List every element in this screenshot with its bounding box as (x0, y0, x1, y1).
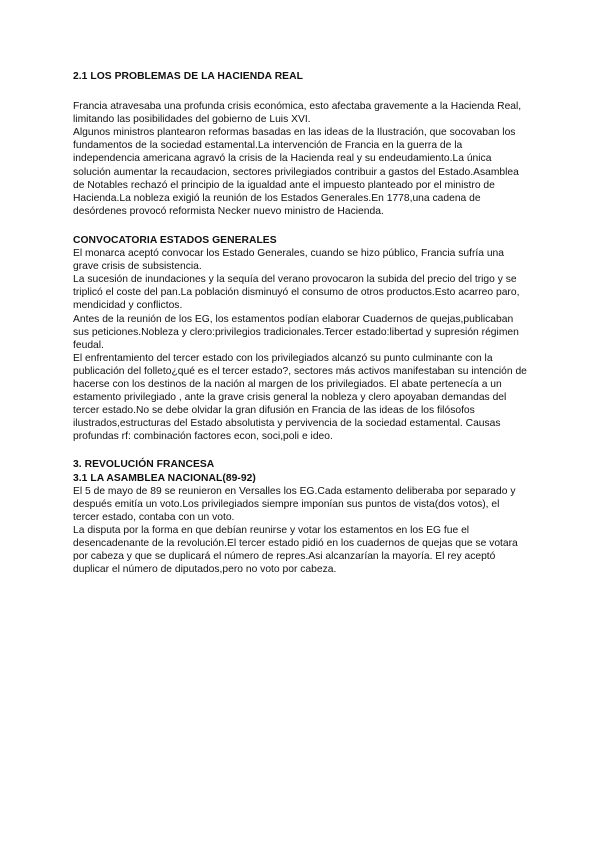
section-heading: 2.1 LOS PROBLEMAS DE LA HACIENDA REAL (73, 71, 303, 82)
paragraph: El enfrentamiento del tercer estado con los privilegiados alcanzó su punto culminante con la publicación del folleto¿qué es el tercer estado?, sectores más activos manifestaban su intención de hacerse con los destinos de la nación al margen de los privilegiados. El abate pertenecía a un estamento privilegiado , ante la grave crisis general la nobleza y clero apoyaban demandas del tercer estado.No se debe olvidar la gran difusión en Francia de las ideas de los filósofos ilustrados,estructuras del Estado absolutista y pervivencia de la sociedad estamental. Causas profundas rf: combinación factores econ, soci,poli e ideo. (73, 352, 527, 443)
paragraph: El 5 de mayo de 89 se reunieron en Versalles los EG.Cada estamento deliberaba por separado y después emitía un voto.Los privilegiados siempre imponían sus puntos de vista(dos votos), el tercer estado, contaba con un voto. (73, 485, 516, 523)
paragraph: Antes de la reunión de los EG, los estamentos podían elaborar Cuadernos de quejas,publicaban sus peticiones.Nobleza y clero:privilegios tradicionales.Tercer estado:libertad y supresión régimen feudal. (73, 313, 519, 351)
paragraph: Algunos ministros plantearon reformas basadas en las ideas de la Ilustración, que socovaban los fundamentos de la sociedad estamental.La intervención de Francia en la guerra de la independencia americana agravó la crisis de la Hacienda real y su endeudamiento.La única solución aumentar la recaudacion, sectores privilegiados contribuir a gastos del Estado.Asamblea de Notables rechazó el principio de la igualdad ante el impuesto planteado por el ministro de Hacienda.La nobleza exigió la reunión de los Estados Generales.En 1778,una cadena de desórdenes provocó reformista Necker nuevo ministro de Hacienda. (73, 127, 519, 217)
document-page (73, 70, 528, 576)
section-subheading: 3.1 LA ASAMBLEA NACIONAL(89-92) (73, 472, 256, 484)
section-hacienda-real (73, 70, 528, 218)
paragraph: La sucesión de inundaciones y la sequía del verano provocaron la subida del precio del trigo y se triplicó el coste del pan.La población disminuyó el consumo de otros productos.Esto acarreo paro, mendicidad y conflictos. (73, 274, 520, 312)
section-heading: 3. REVOLUCIÓN FRANCESA (73, 459, 215, 471)
section-revolucion (73, 458, 528, 576)
section-convocatoria (73, 234, 528, 444)
section-heading: CONVOCATORIA ESTADOS GENERALES (73, 234, 277, 246)
paragraph: El monarca aceptó convocar los Estado Generales, cuando se hizo público, Francia sufría una grave crisis de subsistencia. (73, 248, 504, 273)
paragraph: La disputa por la forma en que debían reunirse y votar los estamentos en los EG fue el desencadenante de la revolución.El tercer estado pidió en los cuadernos de quejas que se votara por cabeza y que se duplicará el número de repres.Asi alcanzarían la mayoría. El rey aceptó duplicar el número de diputados,pero no voto por cabeza. (73, 524, 518, 576)
paragraph: Francia atravesaba una profunda crisis económica, esto afectaba gravemente a la Hacienda Real, limitando las posibilidades del gobierno de Luis XVI. (73, 101, 522, 126)
